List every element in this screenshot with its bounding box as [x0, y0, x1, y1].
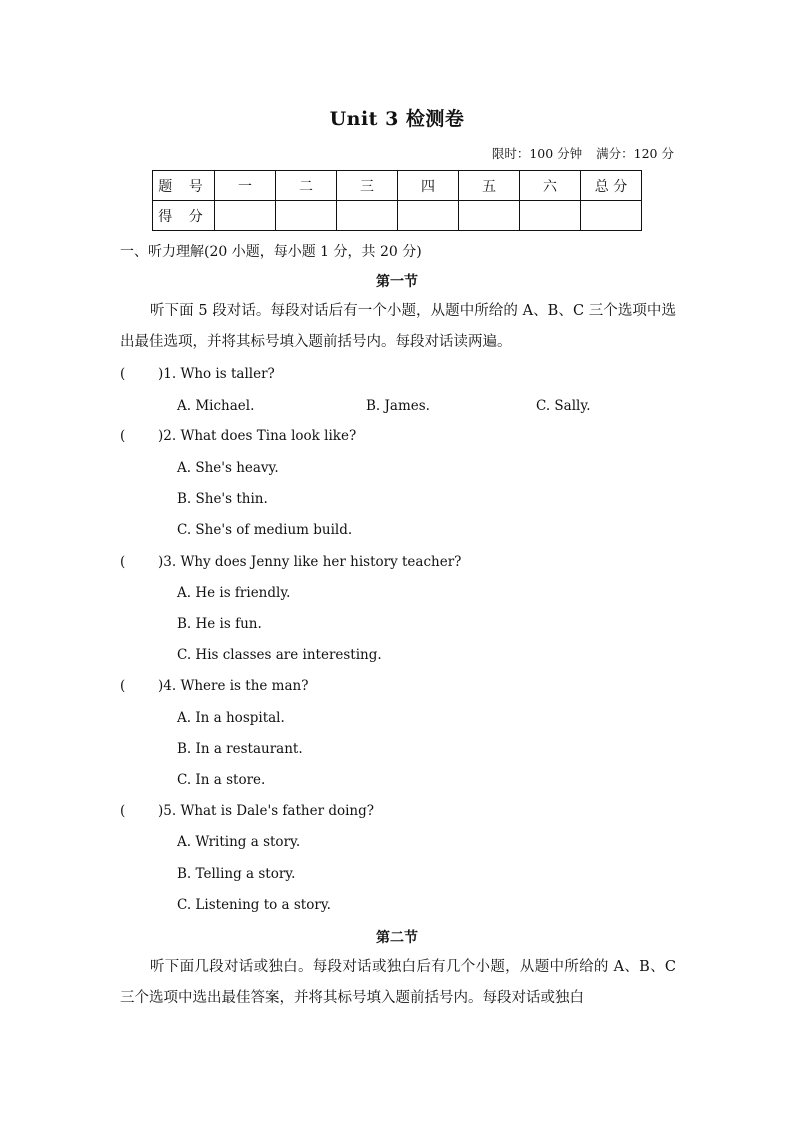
section2-instructions: 听下面几段对话或独白。每段对话或独白后有几个小题，从题中所给的 A、B、C 三个选项中选出最佳答案，并将其标号填入题前括号内。每段对话或独白	[120, 959, 676, 1006]
question-4	[120, 678, 308, 694]
score-blank[interactable]	[520, 201, 581, 231]
score-cell-6: 六	[520, 171, 581, 201]
section1-title: 第一节	[376, 274, 418, 290]
full-score: 满分：120 分	[596, 146, 674, 161]
score-blank[interactable]	[459, 201, 520, 231]
score-blank[interactable]	[215, 201, 276, 231]
question-text: )3. Why does Jenny like her history teacher?	[158, 554, 462, 570]
q5-option-b: B. Telling a story.	[177, 866, 296, 882]
question-text: )1. Who is taller?	[158, 366, 275, 382]
q2-option-b: B. She's thin.	[177, 491, 268, 507]
score-table	[152, 170, 642, 231]
q4-option-c: C. In a store.	[177, 772, 266, 788]
answer-paren[interactable]: (	[120, 803, 126, 819]
q3-option-b: B. He is fun.	[177, 616, 262, 632]
question-1	[120, 366, 275, 382]
q1-option-c: C. Sally.	[536, 398, 591, 414]
score-cell-5: 五	[459, 171, 520, 201]
part1-heading: 一、听力理解(20 小题，每小题 1 分，共 20 分)	[120, 244, 422, 260]
question-text: )4. Where is the man?	[158, 678, 309, 694]
score-table-score-row	[153, 201, 642, 231]
score-cell-3: 三	[337, 171, 398, 201]
answer-paren[interactable]: (	[120, 554, 126, 570]
score-blank[interactable]	[276, 201, 337, 231]
page-title: Unit 3 检测卷	[329, 108, 465, 130]
q2-option-c: C. She's of medium build.	[177, 522, 353, 538]
score-row-label: 得 分	[153, 201, 215, 231]
score-blank[interactable]	[337, 201, 398, 231]
score-cell-total: 总 分	[581, 171, 642, 201]
q5-option-c: C. Listening to a story.	[177, 897, 331, 913]
q4-option-b: B. In a restaurant.	[177, 741, 303, 757]
score-table-header-row	[153, 171, 642, 201]
question-text: )5. What is Dale's father doing?	[158, 803, 374, 819]
q5-option-a: A. Writing a story.	[177, 834, 301, 850]
score-blank[interactable]	[581, 201, 642, 231]
time-limit: 限时：100 分钟	[491, 146, 583, 161]
score-cell-1: 一	[215, 171, 276, 201]
score-cell-4: 四	[398, 171, 459, 201]
question-text: )2. What does Tina look like?	[158, 428, 357, 444]
question-2	[120, 428, 356, 444]
score-blank[interactable]	[398, 201, 459, 231]
answer-paren[interactable]: (	[120, 366, 126, 382]
q3-option-a: A. He is friendly.	[177, 585, 291, 601]
score-cell-2: 二	[276, 171, 337, 201]
q2-option-a: A. She's heavy.	[177, 460, 279, 476]
q1-option-a: A. Michael.	[177, 398, 255, 414]
score-cell-label: 题 号	[153, 171, 215, 201]
section2-title: 第二节	[376, 930, 418, 946]
section1-instructions: 听下面 5 段对话。每段对话后有一个小题，从题中所给的 A、B、C 三个选项中选出最佳选项，并将其标号填入题前括号内。每段对话读两遍。	[120, 303, 676, 350]
question-3	[120, 554, 461, 570]
q3-option-c: C. His classes are interesting.	[177, 647, 382, 663]
q1-option-b: B. James.	[366, 398, 430, 414]
answer-paren[interactable]: (	[120, 678, 126, 694]
q4-option-a: A. In a hospital.	[177, 710, 285, 726]
exam-meta	[492, 144, 674, 162]
question-5	[120, 803, 374, 819]
answer-paren[interactable]: (	[120, 428, 126, 444]
